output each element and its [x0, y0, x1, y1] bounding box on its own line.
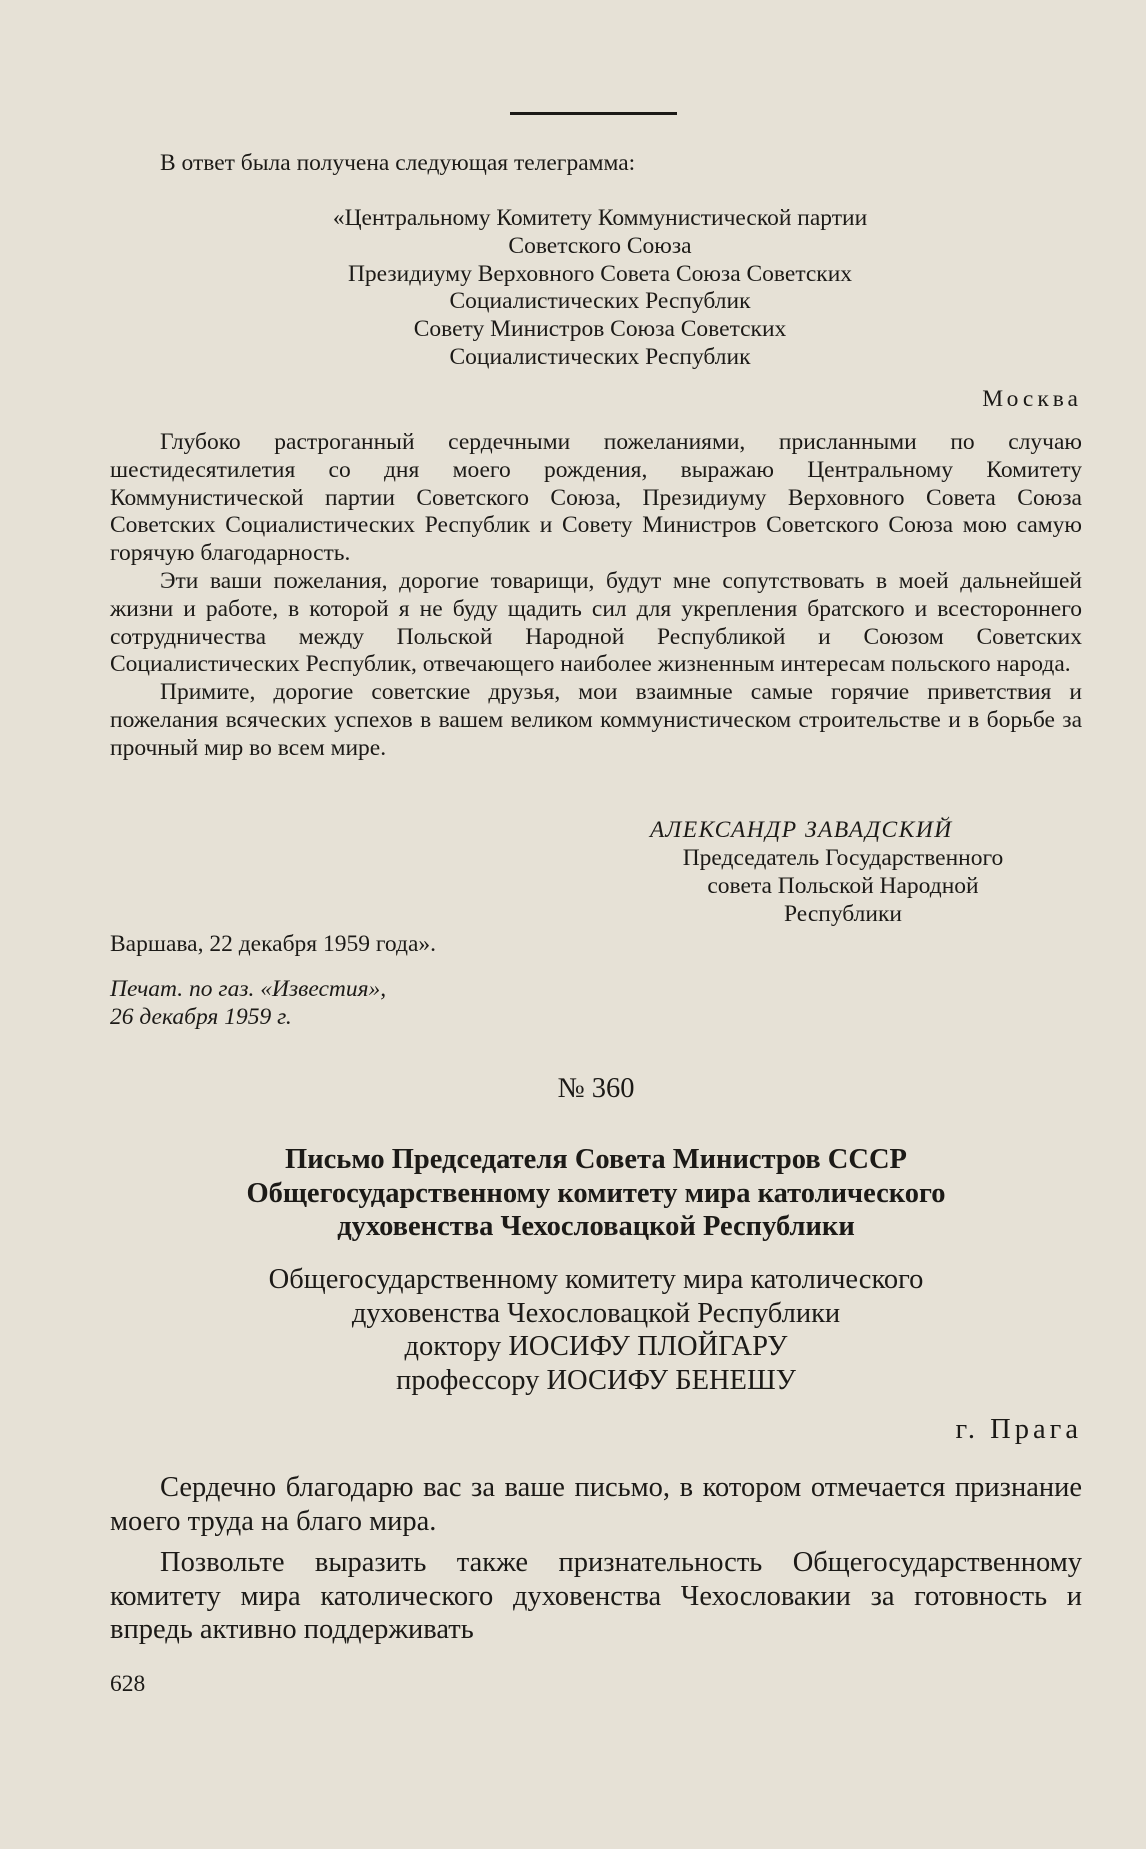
document-number: № 360 — [557, 1073, 635, 1104]
title-line: духовенства Чехословацкой Республики — [337, 1211, 855, 1242]
page-number: 628 — [110, 1671, 146, 1697]
paragraph: Позвольте выразить также признательность Общегосударственному комитету мира католического духовенства Чехословакии за готовность и впредь активно поддерживать — [110, 1547, 1082, 1645]
source-line: Печат. по газ. «Известия», — [110, 976, 387, 1002]
addressee-line: Советского Союза — [508, 232, 692, 259]
telegram-intro: В ответ была получена следующая телеграмма: — [160, 150, 636, 176]
paragraph: Эти ваши пожелания, дорогие товарищи, будут мне сопутствовать в моей дальнейшей жизни и работе, в которой я не буду щадить сил для укрепления братского и всестороннего сотрудничества между Польской Народной Республикой и Союзом Советских Социалистических Республик, отвечающего наиболее жизненным интересам польского народа. — [110, 567, 1082, 678]
city-moscow: Москва — [982, 386, 1082, 412]
signature-title-line: совета Польской Народной — [707, 872, 979, 899]
addressee-line: профессору ИОСИФУ БЕНЕШУ — [396, 1364, 796, 1396]
top-rule — [510, 112, 677, 115]
place-date: Варшава, 22 декабря 1959 года». — [110, 931, 437, 957]
paragraph: Сердечно благодарю вас за ваше письмо, в котором отмечается признание моего труда на благо мира. — [110, 1472, 1082, 1537]
signature-title — [630, 845, 1056, 928]
addressee-line: доктору ИОСИФУ ПЛОЙГАРУ — [404, 1331, 788, 1362]
signature-title-line: Председатель Государственного — [682, 845, 1004, 871]
addressee-line: Совету Министров Союза Советских — [413, 316, 787, 343]
addressee-line: духовенства Чехословацкой Республики — [351, 1297, 841, 1329]
letter-body — [110, 1471, 1082, 1647]
document-title — [110, 1143, 1082, 1244]
telegram-body — [110, 429, 1082, 763]
signature-title-line: Республики — [784, 900, 902, 927]
source-line: 26 декабря 1959 г. — [110, 1003, 292, 1030]
title-line: Общегосударственному комитету мира католического — [246, 1177, 946, 1209]
addressee-line: Социалистических Республик — [449, 343, 751, 370]
paragraph: Примите, дорогие советские друзья, мои взаимные самые горячие приветствия и пожелания всяческих успехов в вашем великом коммунистическом строительстве и в борьбе за прочный мир во всем мире. — [110, 679, 1082, 761]
city-prague: г. Прага — [955, 1414, 1082, 1445]
addressee-line: Президиуму Верховного Совета Союза Советских — [347, 260, 853, 287]
signature-name: АЛЕКСАНДР ЗАВАДСКИЙ — [650, 817, 953, 843]
addressee-block — [200, 205, 1000, 372]
addressee-line: Общегосударственному комитету мира католического — [268, 1264, 924, 1295]
source-note — [110, 976, 1082, 1032]
title-line: Письмо Председателя Совета Министров СССР — [285, 1144, 907, 1175]
addressee-line: «Центральному Комитету Коммунистической партии — [332, 205, 868, 231]
addressee-line: Социалистических Республик — [449, 288, 751, 315]
paragraph: Глубоко растроганный сердечными пожеланиями, присланными по случаю шестидесятилетия со дня моего рождения, выражаю Центральному Комитету Коммунистической партии Советского Союза, Президиуму Верховного Совета Союза Советских Социалистических Республик и Совету Министров Советского Союза мою самую горячую благодарность. — [110, 429, 1082, 567]
addressee-block-2 — [110, 1263, 1082, 1397]
